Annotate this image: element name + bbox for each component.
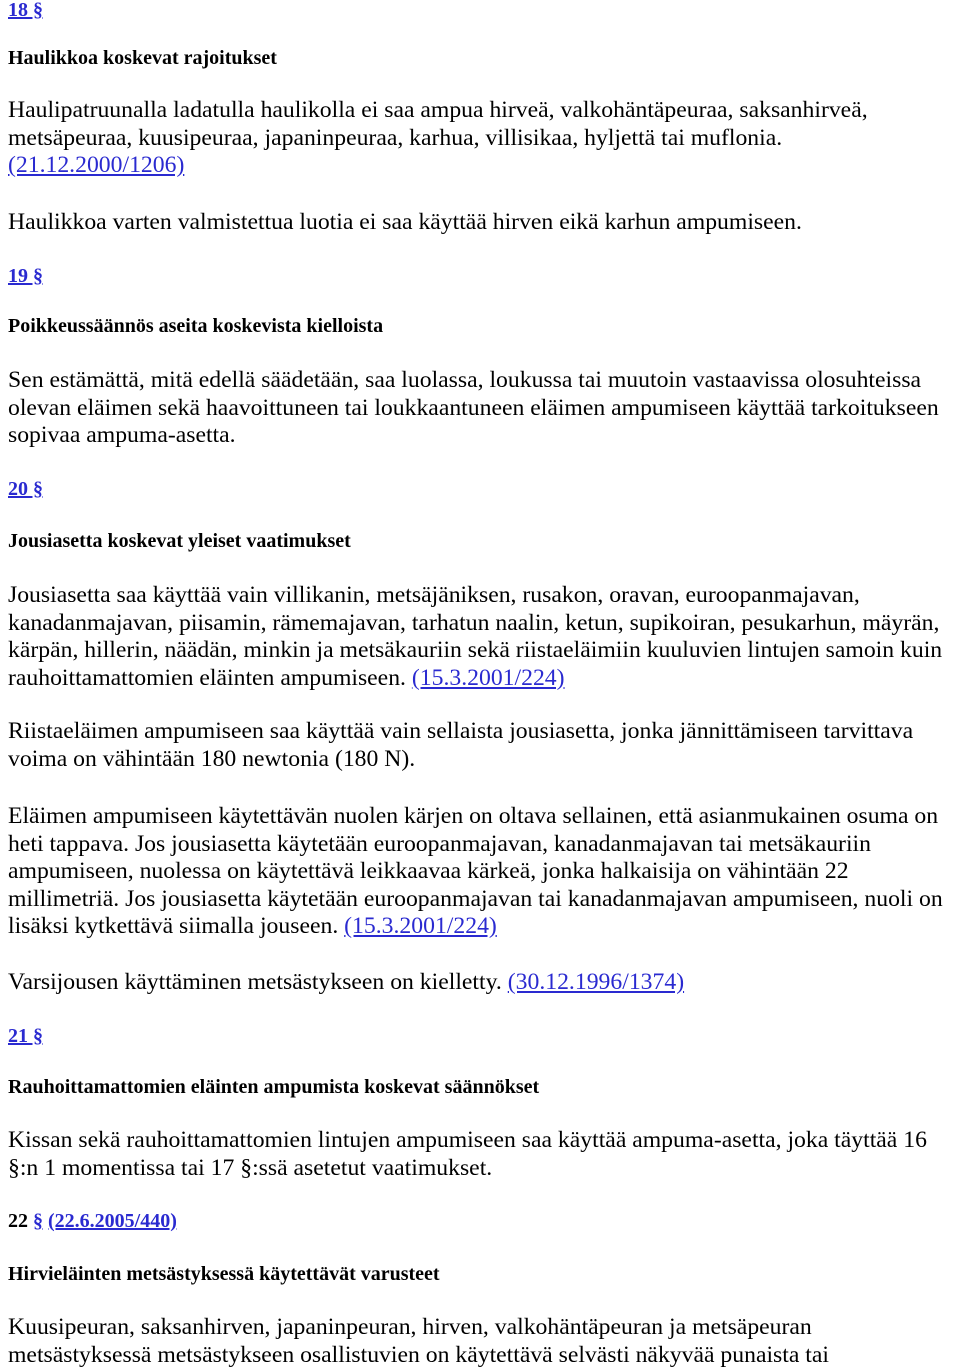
section-number — [8, 1025, 952, 1048]
paragraph-line: olevan eläimen sekä haavoittuneen tai loukkaantuneen eläimen ampumiseen käyttää tarkoitukseen — [8, 394, 939, 421]
paragraph-line: metsäpeuraa, kuusipeuraa, japaninpeuraa, karhua, villisikaa, hyljettä tai muflonia. — [8, 124, 783, 151]
section-18-link[interactable]: 18 § — [8, 0, 43, 21]
amendment-link[interactable]: (30.12.1996/1374) — [507, 969, 685, 995]
paragraph — [8, 97, 952, 180]
section-heading: Poikkeussäännös aseita koskevista kielloista — [8, 315, 384, 337]
amendment-link[interactable]: (15.3.2001/224) — [344, 913, 497, 939]
paragraph — [8, 803, 952, 941]
paragraph-line: ampumiseen, nuolessa on käytettävä leikkaavaa kärkeä, jonka halkaisija on vähintään 22 — [8, 858, 849, 884]
section-heading: Jousiasetta koskevat yleiset vaatimukset — [8, 530, 351, 552]
paragraph-line-text: Varsijousen käyttäminen metsästykseen on kielletty. — [8, 969, 502, 995]
paragraph — [8, 582, 952, 692]
paragraph — [8, 209, 952, 237]
section-number — [8, 478, 952, 501]
section-20-link[interactable]: 20 § — [8, 478, 43, 500]
paragraph-line: millimetriä. Jos jousiasetta käytetään euroopanmajavan tai kanadanmajavan ampumiseen, nuoli on — [8, 885, 943, 912]
paragraph-line: Jousiasetta saa käyttää vain villikanin, metsäjäniksen, rusakon, oravan, euroopanmajavan, — [8, 582, 860, 608]
section-heading: Haulikkoa koskevat rajoitukset — [8, 47, 277, 69]
section-22-number: 22 — [8, 1210, 28, 1232]
paragraph-line — [8, 913, 952, 941]
paragraph-line: Kuusipeuran, saksanhirven, japaninpeuran, hirven, valkohäntäpeuran ja metsäpeuran — [8, 1314, 812, 1340]
paragraph — [8, 969, 952, 997]
paragraph — [8, 1127, 952, 1182]
paragraph — [8, 367, 952, 450]
paragraph-line — [8, 665, 952, 693]
section-number — [8, 0, 952, 20]
section-22-link[interactable]: § — [33, 1210, 43, 1232]
paragraph-line-text: lisäksi kytkettävä siimalla jouseen. — [8, 913, 339, 939]
paragraph-line-text: rauhoittamattomien eläinten ampumiseen. — [8, 664, 406, 691]
section-heading: Rauhoittamattomien eläinten ampumista koskevat säännökset — [8, 1076, 540, 1098]
section-number — [8, 265, 952, 288]
amendment-link[interactable]: (21.12.2000/1206) — [8, 152, 185, 178]
paragraph — [8, 718, 952, 773]
section-19-link[interactable]: 19 § — [8, 265, 43, 287]
paragraph-line: Haulipatruunalla ladatulla haulikolla ei saa ampua hirveä, valkohäntäpeuraa, saksanhirveä, — [8, 97, 868, 123]
paragraph-line: heti tappava. Jos jousiasetta käytetään euroopanmajavan, kanadanmajavan tai metsäkauriin — [8, 830, 871, 857]
amendment-link[interactable]: (15.3.2001/224) — [411, 664, 565, 691]
paragraph-line: §:n 1 momentissa tai 17 §:ssä asetetut vaatimukset. — [8, 1154, 493, 1181]
paragraph — [8, 1314, 952, 1369]
paragraph-line — [8, 152, 952, 180]
paragraph-line: Kissan sekä rauhoittamattomien lintujen ampumiseen saa käyttää ampuma-asetta, joka täyttää 16 — [8, 1127, 927, 1153]
paragraph-line: Eläimen ampumiseen käytettävän nuolen kärjen on oltava sellainen, että asianmukainen osuma on — [8, 803, 939, 829]
paragraph-line: metsästyksessä metsästykseen osallistuvien on käytettävä selvästi näkyvää punaista tai — [8, 1341, 829, 1368]
paragraph-line: sopivaa ampuma-asetta. — [8, 422, 236, 448]
section-number — [8, 1210, 952, 1233]
paragraph-line — [8, 969, 952, 997]
paragraph-line: voima on vähintään 180 newtonia (180 N). — [8, 745, 416, 772]
paragraph-line: Sen estämättä, mitä edellä säädetään, saa luolassa, loukussa tai muutoin vastaavissa olosuhteissa — [8, 367, 922, 393]
paragraph-line: Riistaeläimen ampumiseen saa käyttää vain sellaista jousiasetta, jonka jännittämiseen tarvittava — [8, 718, 914, 744]
paragraph-line: kanadanmajavan, piisamin, rämemajavan, tarhatun naalin, ketun, supikoiran, pesukarhun, mäyrän, — [8, 609, 940, 636]
amendment-link[interactable]: (22.6.2005/440) — [48, 1210, 177, 1232]
section-21-link[interactable]: 21 § — [8, 1025, 43, 1047]
paragraph-line: Haulikkoa varten valmistettua luotia ei saa käyttää hirven eikä karhun ampumiseen. — [8, 209, 802, 235]
paragraph-line: kärpän, hillerin, näädän, minkin ja metsäkauriin sekä riistaeläimiin kuuluvien lintujen samoin kuin — [8, 637, 943, 663]
section-heading: Hirvieläinten metsästyksessä käytettävät varusteet — [8, 1263, 440, 1285]
